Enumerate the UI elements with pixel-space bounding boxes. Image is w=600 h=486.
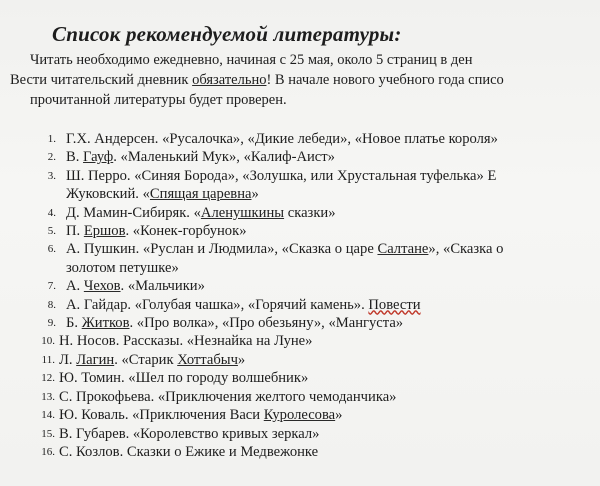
underlined-word: Ершов [83, 223, 126, 240]
list-item [33, 406, 600, 424]
list-item [40, 148, 600, 166]
underlined-word: Салтане [377, 241, 429, 258]
list-item [40, 222, 600, 240]
item-number: 5. [47, 225, 56, 238]
item-text-part: А. [66, 278, 84, 295]
list-item-continuation [40, 185, 600, 203]
page-title: Список рекомендуемой литературы: [52, 22, 402, 46]
item-text-part: . «Конек-горбунок» [125, 223, 247, 240]
item-number: 10. [41, 335, 55, 348]
item-text: Ю. Томин. «Шел по городу волшебник» [59, 370, 309, 387]
list-item [33, 425, 600, 443]
underlined-word: обязательно [192, 72, 267, 88]
underlined-word: Житков [81, 315, 130, 332]
spellcheck-underlined-word: Повести [368, 296, 421, 313]
list-item [40, 204, 600, 222]
item-text-part: », «Сказка о [428, 241, 504, 258]
list-item [40, 167, 600, 185]
item-text-part: сказки» [284, 204, 336, 221]
item-text-part: Жуковский. « [66, 186, 150, 203]
item-text-part: » [335, 407, 343, 424]
list-item [33, 369, 600, 387]
item-number: 12. [41, 372, 55, 385]
underlined-word: Аленушкины [200, 204, 285, 221]
list-item [33, 388, 600, 406]
item-text [33, 407, 342, 423]
item-text: В. Губарев. «Королевство кривых зеркал» [59, 425, 320, 442]
item-text-part: . «Мальчики» [120, 278, 205, 295]
item-text-part: П. [66, 223, 84, 240]
item-number: 16. [41, 445, 55, 458]
item-text [40, 186, 259, 202]
item-number: 3. [47, 169, 56, 182]
item-text-part: В. [66, 149, 84, 166]
list-item [33, 351, 600, 369]
item-text-part: А. Гайдар. «Голубая чашка», «Горячий камень». [66, 296, 369, 313]
item-text-part: Б. [66, 315, 82, 332]
item-text-part: А. Пушкин. «Руслан и Людмила», «Сказка о царе [66, 241, 378, 258]
item-text [40, 241, 503, 257]
item-text-part: » [237, 351, 246, 368]
list-item [33, 332, 600, 350]
item-number: 9. [47, 317, 56, 330]
item-text: золотом петушке» [66, 259, 179, 276]
item-text: Г.Х. Андерсен. «Русалочка», «Дикие лебеди», «Новое платье короля» [66, 131, 498, 147]
item-text-part: . «Про волка», «Про обезьяну», «Мангуста» [129, 315, 404, 332]
item-text-part: Л. [59, 351, 77, 368]
item-number: 1. [47, 133, 56, 145]
item-number: 4. [47, 206, 56, 219]
item-number: 7. [47, 280, 56, 293]
item-text: Ш. Перро. «Синяя Борода», «Золушка, или Хрустальная туфелька» Е [66, 167, 497, 184]
list-item [40, 130, 600, 148]
literature-list [0, 130, 600, 461]
underlined-word: Лагин [76, 351, 115, 368]
item-text [40, 223, 247, 239]
item-text [40, 278, 205, 294]
list-item [40, 296, 600, 314]
item-number: 14. [41, 409, 55, 422]
intro-line-2-start: Вести читательский дневник [10, 72, 193, 88]
item-text-part: Ю. Коваль. «Приключения Васи [59, 407, 264, 424]
item-text-part: . «Старик [114, 351, 178, 368]
list-item [40, 277, 600, 295]
underlined-word: Куролесова [263, 407, 336, 424]
item-text-part: . «Маленький Мук», «Калиф-Аист» [113, 149, 335, 166]
item-text [40, 297, 421, 313]
item-text [40, 205, 336, 221]
underlined-word: Гауф [83, 149, 114, 166]
item-text [40, 315, 403, 331]
intro-line-2 [0, 70, 600, 90]
intro-line-3: прочитанной литературы будет проверен. [30, 92, 287, 108]
item-text-part: » [251, 186, 259, 203]
item-text-part: Д. Мамин-Сибиряк. « [66, 204, 201, 221]
item-number: 6. [47, 243, 56, 256]
list-item [40, 240, 600, 258]
item-number: 13. [41, 390, 55, 403]
item-text: Н. Носов. Рассказы. «Незнайка на Луне» [59, 333, 313, 350]
item-text [40, 149, 335, 165]
underlined-word: Хоттабыч [177, 351, 238, 368]
item-text [33, 352, 245, 368]
list-item-continuation [40, 259, 600, 277]
item-text: С. Прокофьева. «Приключения желтого чемоданчика» [59, 388, 397, 405]
intro-line-1: Читать необходимо ежедневно, начиная с 25 мая, около 5 страниц в ден [30, 52, 473, 68]
list-item [33, 443, 600, 461]
item-number: 8. [47, 298, 56, 311]
underlined-word: Спящая царевна [149, 186, 252, 203]
item-number: 11. [41, 353, 55, 366]
intro-line-2-end: ! В начале нового учебного года списо [266, 72, 504, 88]
item-number: 2. [47, 151, 56, 164]
item-number: 15. [41, 427, 55, 440]
list-item [40, 314, 600, 332]
intro-paragraph [0, 50, 600, 110]
underlined-word: Чехов [83, 278, 121, 295]
item-text: С. Козлов. Сказки о Ежике и Медвежонке [59, 443, 319, 460]
